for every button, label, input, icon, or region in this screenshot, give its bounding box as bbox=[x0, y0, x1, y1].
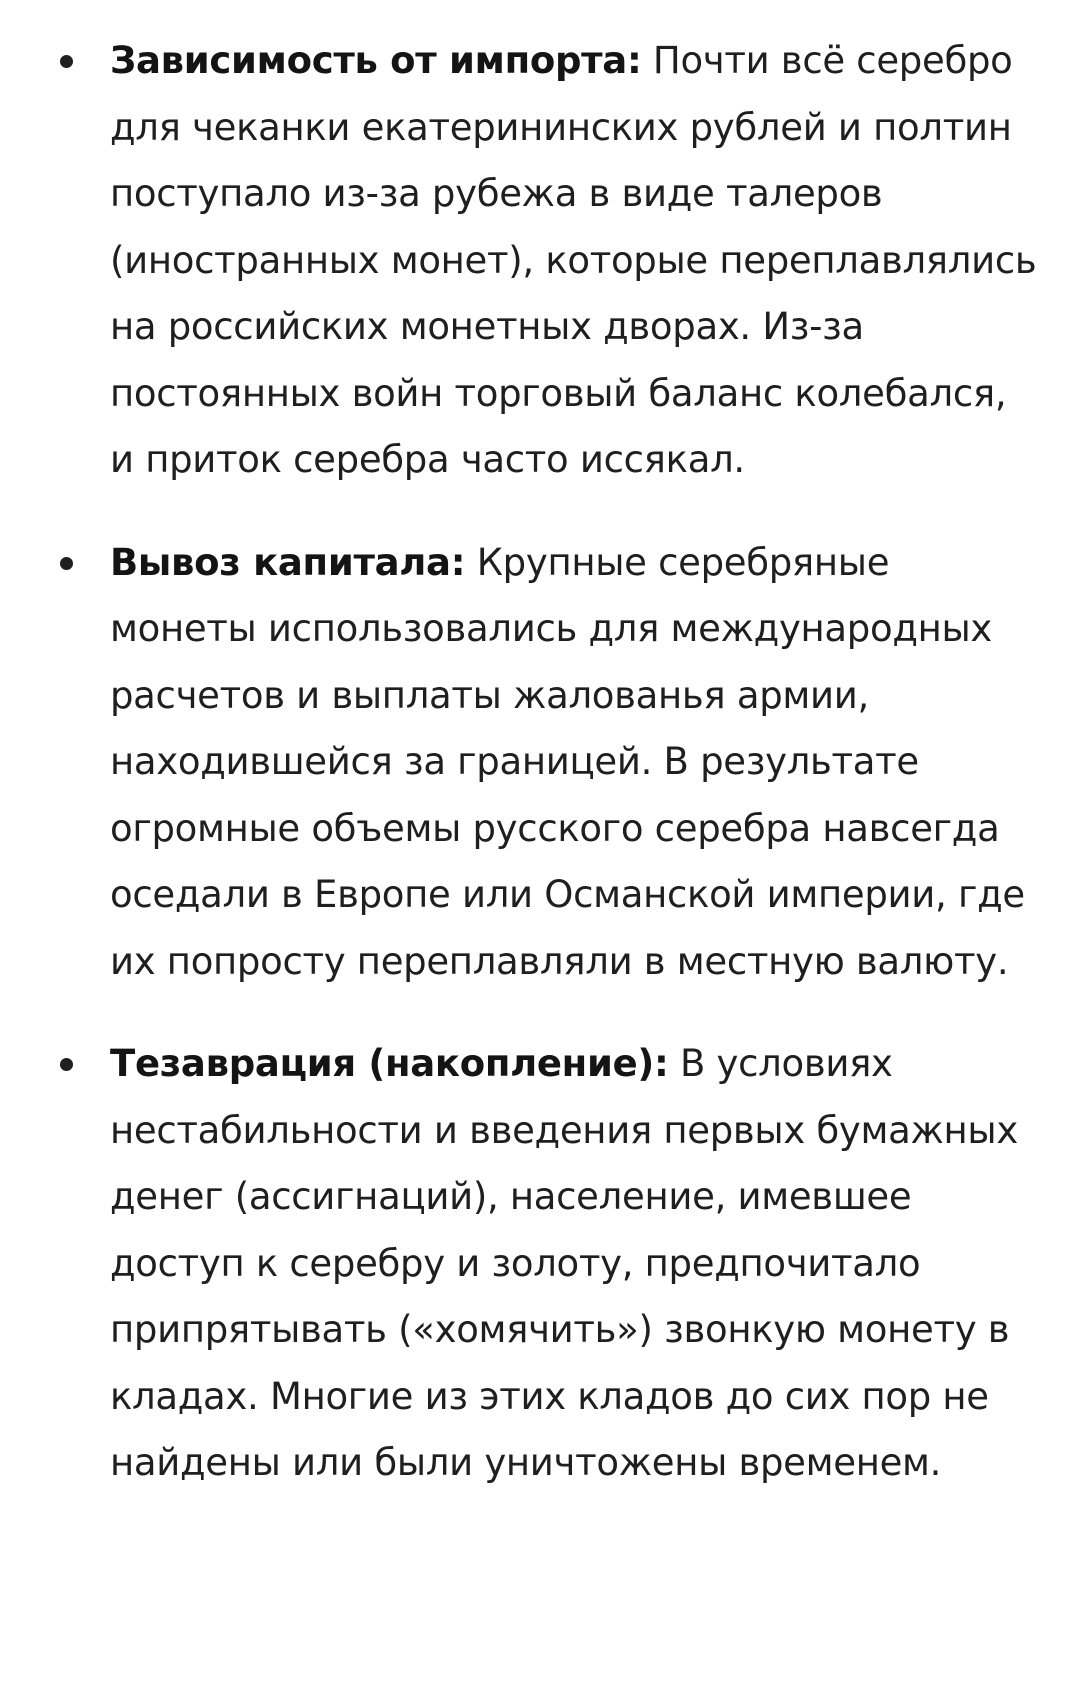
item-text: Почти всё серебро для чеканки екатерининских рублей и полтин поступало из-за рубежа в виде талеров (иностранных монет), которые переплавлялись на российских монетных дворах. Из-за постоянных войн торговый баланс колебался, и приток серебра часто иссякал. bbox=[110, 39, 1037, 481]
item-term: Вывоз капитала: bbox=[110, 540, 466, 584]
bullet-dot-icon bbox=[60, 55, 73, 68]
bullet-dot-icon bbox=[60, 1058, 73, 1071]
item-term: Зависимость от импорта: bbox=[110, 39, 642, 82]
bullet-dot-icon bbox=[60, 557, 73, 570]
item-text: Крупные серебряные монеты использовались для международных расчетов и выплаты жалованья армии, находившейся за границей. В результате огромные объемы русского серебра навсегда оседали в Европе или Османской империи, где их попросту переплавляли в местную валюту. bbox=[110, 540, 1025, 983]
list-item-import-dependence bbox=[0, 28, 1079, 494]
list-item-hoarding bbox=[0, 1031, 1079, 1497]
item-term: Тезаврация (накопление): bbox=[110, 1042, 669, 1085]
list-item-capital-export bbox=[0, 530, 1079, 996]
bullet-list bbox=[0, 28, 1079, 1533]
item-text: В условиях нестабильности и введения первых бумажных денег (ассигнаций), население, имевшее доступ к серебру и золоту, предпочитало припрятывать («хомячить») звонкую монету в кладах. Многие из этих кладов до сих пор не найдены или были уничтожены временем. bbox=[110, 1042, 1018, 1484]
